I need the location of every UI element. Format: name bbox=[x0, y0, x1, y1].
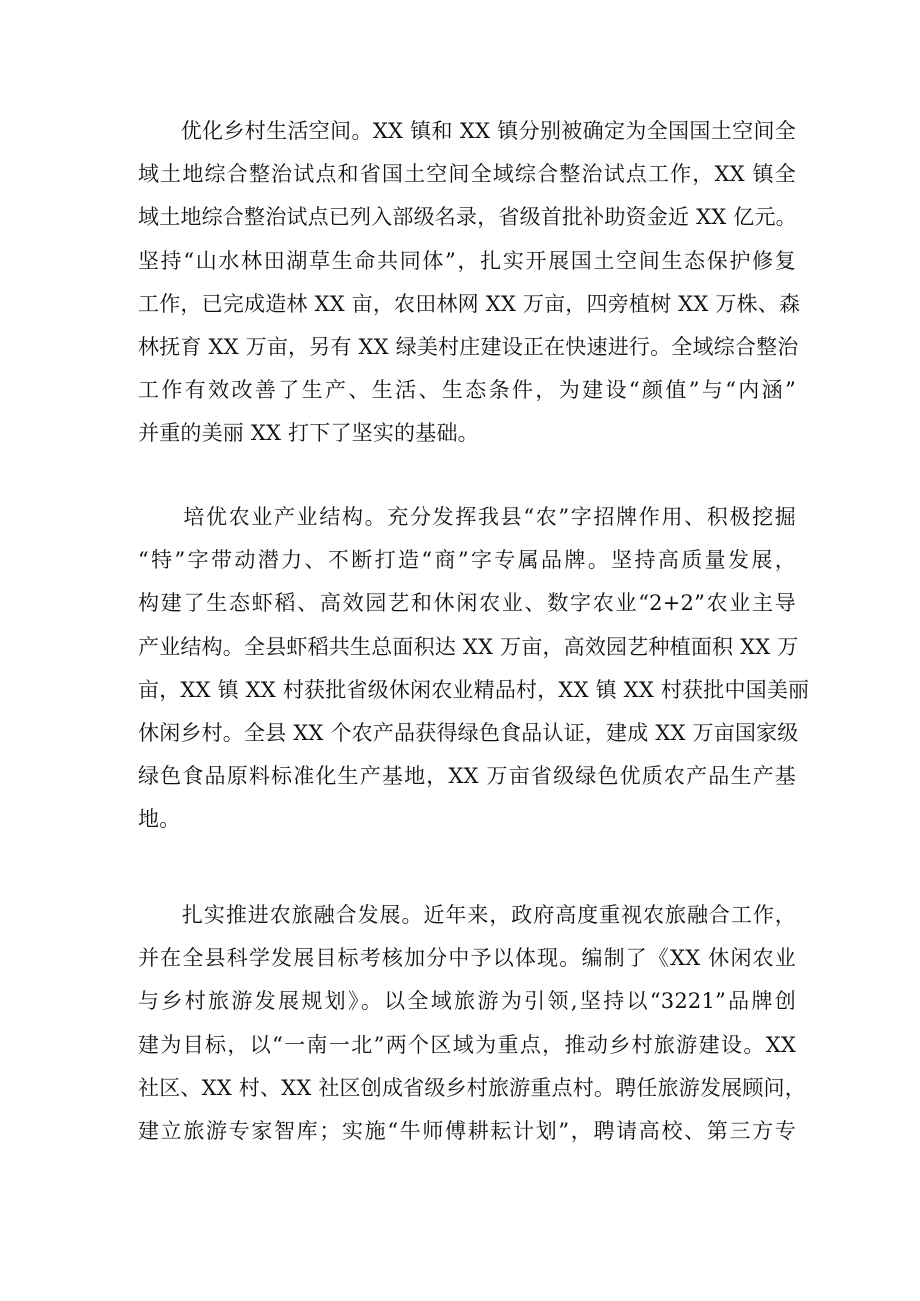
text-line: 优化乡村生活空间。XX 镇和 XX 镇分别被确定为全国国土空间全 bbox=[138, 119, 796, 143]
text-line: 并在全县科学发展目标考核加分中予以体现。编制了《XX 休闲农业 bbox=[138, 946, 796, 971]
text-line: 并重的美丽 XX 打下了坚实的基础。 bbox=[138, 421, 479, 446]
text-line: 地。 bbox=[138, 807, 181, 832]
paragraph-agritourism bbox=[138, 894, 806, 1153]
text-line: 建立旅游专家智库；实施“牛师傅耕耘计划”，聘请高校、第三方专 bbox=[138, 1118, 796, 1143]
text-line: “特”字带动潜力、不断打造“商”字专属品牌。坚持高质量发展， bbox=[138, 548, 796, 573]
text-line: 坚持“山水林田湖草生命共同体”，扎实开展国土空间生态保护修复 bbox=[138, 248, 796, 273]
paragraph-agriculture-structure bbox=[138, 496, 810, 842]
text-line: 工作有效改善了生产、生活、生态条件，为建设“颜值”与“内涵” bbox=[138, 378, 796, 403]
text-line: 休闲乡村。全县 XX 个农产品获得绿色食品认证，建成 XX 万亩国家级 bbox=[138, 720, 799, 745]
text-line: 建为目标，以“一南一北”两个区域为重点，推动乡村旅游建设。XX bbox=[138, 1032, 796, 1057]
text-line: 扎实推进农旅融合发展。近年来，政府高度重视农旅融合工作， bbox=[138, 903, 796, 927]
text-line: 社区、XX 村、XX 社区创成省级乡村旅游重点村。聘任旅游发展顾问， bbox=[138, 1075, 806, 1100]
text-line: 域土地综合整治试点已列入部级名录，省级首批补助资金近 XX 亿元。 bbox=[138, 205, 797, 230]
text-line: 绿色食品原料标准化生产基地，XX 万亩省级绿色优质农产品生产基 bbox=[138, 764, 796, 789]
text-line: 产业结构。全县虾稻共生总面积达 XX 万亩，高效园艺种植面积 XX 万 bbox=[138, 634, 799, 659]
text-line: 构建了生态虾稻、高效园艺和休闲农业、数字农业“2+2”农业主导 bbox=[138, 591, 796, 616]
text-line: 林抚育 XX 万亩，另有 XX 绿美村庄建设正在快速进行。全域综合整治 bbox=[138, 334, 799, 359]
text-line: 工作，已完成造林 XX 亩，农田林网 XX 万亩，四旁植树 XX 万株、森 bbox=[138, 291, 801, 316]
text-line: 域土地综合整治试点和省国土空间全域综合整治试点工作，XX 镇全 bbox=[138, 162, 796, 187]
text-line: 亩，XX 镇 XX 村获批省级休闲农业精品村，XX 镇 XX 村获批中国美丽 bbox=[138, 677, 810, 702]
paragraph-rural-living-space bbox=[138, 110, 801, 456]
text-line: 培优农业产业结构。充分发挥我县“农”字招牌作用、积极挖掘 bbox=[138, 505, 796, 529]
text-line: 与乡村旅游发展规划》。以全域旅游为引领,坚持以“3221”品牌创 bbox=[138, 989, 796, 1014]
